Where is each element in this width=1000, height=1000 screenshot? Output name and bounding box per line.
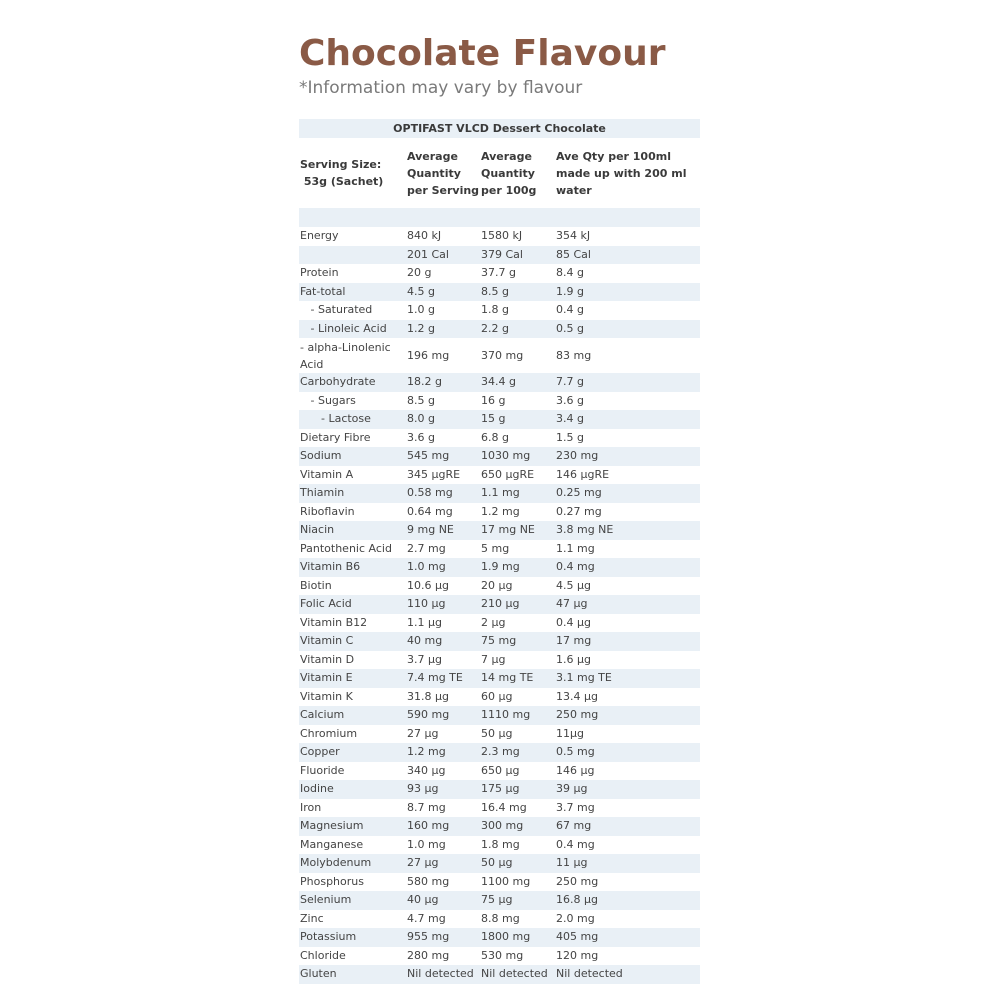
nutrient-name-cell: Riboflavin [299,503,406,522]
nutrient-name-cell: Calcium [299,706,406,725]
per-100ml-cell: 8.4 g [555,264,700,283]
header-per-100ml: Ave Qty per 100ml made up with 200 ml water [555,138,700,208]
table-row [299,595,700,614]
table-caption: OPTIFAST VLCD Dessert Chocolate [299,119,700,138]
per-serving-cell: 31.8 µg [406,688,480,707]
per-serving-cell: 955 mg [406,928,480,947]
per-100ml-cell: 0.4 g [555,301,700,320]
per-100ml-cell: 0.4 mg [555,836,700,855]
per-serving-cell: 8.0 g [406,410,480,429]
nutrient-name-cell: Magnesium [299,817,406,836]
table-row [299,283,700,302]
per-100ml-cell: 3.4 g [555,410,700,429]
per-100g-cell: 5 mg [480,540,555,559]
nutrient-name-cell: Energy [299,227,406,246]
nutrient-name-cell: - Lactose [299,410,406,429]
per-100ml-cell: 0.4 mg [555,558,700,577]
table-row [299,780,700,799]
per-100ml-cell: 1.9 g [555,283,700,302]
table-row [299,614,700,633]
nutrient-name-cell: Manganese [299,836,406,855]
table-row [299,503,700,522]
nutrient-name-cell: - Linoleic Acid [299,320,406,339]
per-serving-cell: 20 g [406,264,480,283]
table-row [299,688,700,707]
per-100ml-cell: 250 mg [555,706,700,725]
nutrition-table [299,119,700,984]
table-row [299,965,700,984]
table-row [299,873,700,892]
per-100g-cell: 300 mg [480,817,555,836]
per-100g-cell: 17 mg NE [480,521,555,540]
nutrient-name-cell: Vitamin B12 [299,614,406,633]
header-serving-size-line2: 53g (Sachet) [300,175,384,188]
header-per-serving: Average Quantity per Serving [406,138,480,208]
table-row [299,466,700,485]
per-100ml-cell: 0.5 mg [555,743,700,762]
per-100g-cell: 2 µg [480,614,555,633]
table-row [299,392,700,411]
per-100g-cell: 14 mg TE [480,669,555,688]
per-100g-cell: 75 µg [480,891,555,910]
per-serving-cell: 545 mg [406,447,480,466]
per-100g-cell: 8.5 g [480,283,555,302]
per-serving-cell: 40 µg [406,891,480,910]
per-serving-cell: 3.6 g [406,429,480,448]
per-100g-cell: 650 µg [480,762,555,781]
table-header-row [299,138,700,208]
table-row [299,928,700,947]
per-100ml-cell: 3.6 g [555,392,700,411]
per-serving-cell: 27 µg [406,725,480,744]
table-row [299,706,700,725]
per-100ml-cell: 0.25 mg [555,484,700,503]
per-serving-cell: 340 µg [406,762,480,781]
table-row [299,854,700,873]
per-100g-cell: 34.4 g [480,373,555,392]
page-title: Chocolate Flavour [299,33,666,74]
per-serving-cell: 1.0 g [406,301,480,320]
per-100g-cell: 50 µg [480,725,555,744]
per-serving-cell: 40 mg [406,632,480,651]
per-serving-cell: 10.6 µg [406,577,480,596]
per-serving-cell: 110 µg [406,595,480,614]
table-row [299,799,700,818]
per-serving-cell: 7.4 mg TE [406,669,480,688]
table-row [299,669,700,688]
table-row [299,891,700,910]
nutrient-name-cell: Iodine [299,780,406,799]
table-row [299,817,700,836]
nutrient-name-cell: Pantothenic Acid [299,540,406,559]
per-serving-cell: 0.58 mg [406,484,480,503]
per-100ml-cell: 47 µg [555,595,700,614]
nutrient-name-cell: - alpha-Linolenic Acid [299,338,406,373]
per-100ml-cell: 7.7 g [555,373,700,392]
table-row [299,651,700,670]
per-100g-cell: 50 µg [480,854,555,873]
table-row [299,410,700,429]
table-row [299,725,700,744]
table-row [299,540,700,559]
per-serving-cell: 1.0 mg [406,558,480,577]
table-row [299,836,700,855]
per-100g-cell: 370 mg [480,338,555,373]
per-serving-cell: 280 mg [406,947,480,966]
per-100g-cell: 1800 mg [480,928,555,947]
per-100g-cell: 75 mg [480,632,555,651]
per-serving-cell: 0.64 mg [406,503,480,522]
nutrient-name-cell: Biotin [299,577,406,596]
per-100g-cell: 1.8 g [480,301,555,320]
nutrient-name-cell: Carbohydrate [299,373,406,392]
per-serving-cell: 4.5 g [406,283,480,302]
per-100ml-cell: 85 Cal [555,246,700,265]
per-serving-cell: 1.1 µg [406,614,480,633]
header-serving-size [299,138,406,208]
per-100g-cell: 1.1 mg [480,484,555,503]
per-100g-cell: 8.8 mg [480,910,555,929]
table-row [299,632,700,651]
per-100ml-cell: 17 mg [555,632,700,651]
per-100ml-cell: 39 µg [555,780,700,799]
per-serving-cell: 18.2 g [406,373,480,392]
per-100ml-cell: 83 mg [555,338,700,373]
table-row [299,373,700,392]
table-row [299,429,700,448]
per-serving-cell: Nil detected [406,965,480,984]
nutrient-name-cell [299,246,406,265]
per-100g-cell: 16.4 mg [480,799,555,818]
nutrient-name-cell: Sodium [299,447,406,466]
per-100g-cell: 2.3 mg [480,743,555,762]
per-100ml-cell: 120 mg [555,947,700,966]
per-100g-cell: 7 µg [480,651,555,670]
nutrient-name-cell: Vitamin C [299,632,406,651]
flavour-disclaimer: *Information may vary by flavour [299,78,583,98]
per-100ml-cell: 0.4 µg [555,614,700,633]
per-serving-cell: 3.7 µg [406,651,480,670]
per-serving-cell: 1.2 g [406,320,480,339]
per-serving-cell: 196 mg [406,338,480,373]
table-row [299,577,700,596]
per-100ml-cell: 0.27 mg [555,503,700,522]
table-caption-row [299,119,700,138]
nutrient-name-cell: Vitamin E [299,669,406,688]
table-spacer-row [299,208,700,227]
per-serving-cell: 345 µgRE [406,466,480,485]
per-100ml-cell: 1.5 g [555,429,700,448]
nutrient-name-cell: Dietary Fibre [299,429,406,448]
per-100g-cell: 210 µg [480,595,555,614]
per-100ml-cell: 3.1 mg TE [555,669,700,688]
per-serving-cell: 840 kJ [406,227,480,246]
per-100g-cell: Nil detected [480,965,555,984]
nutrient-name-cell: Chloride [299,947,406,966]
nutrient-name-cell: Zinc [299,910,406,929]
nutrient-name-cell: Gluten [299,965,406,984]
per-100ml-cell: 11µg [555,725,700,744]
per-100ml-cell: 405 mg [555,928,700,947]
per-100g-cell: 530 mg [480,947,555,966]
per-100g-cell: 1100 mg [480,873,555,892]
per-serving-cell: 93 µg [406,780,480,799]
per-100ml-cell: 1.6 µg [555,651,700,670]
per-100ml-cell: 11 µg [555,854,700,873]
per-100ml-cell: 13.4 µg [555,688,700,707]
table-row [299,947,700,966]
per-100g-cell: 1110 mg [480,706,555,725]
per-100ml-cell: 3.7 mg [555,799,700,818]
per-serving-cell: 8.7 mg [406,799,480,818]
per-serving-cell: 4.7 mg [406,910,480,929]
per-serving-cell: 1.0 mg [406,836,480,855]
nutrient-name-cell: Vitamin K [299,688,406,707]
per-serving-cell: 8.5 g [406,392,480,411]
table-row [299,246,700,265]
nutrient-name-cell: Fat-total [299,283,406,302]
per-serving-cell: 580 mg [406,873,480,892]
per-100ml-cell: 16.8 µg [555,891,700,910]
table-row [299,227,700,246]
per-100ml-cell: 250 mg [555,873,700,892]
per-100g-cell: 20 µg [480,577,555,596]
per-100g-cell: 1.2 mg [480,503,555,522]
per-100ml-cell: 4.5 µg [555,577,700,596]
per-100g-cell: 6.8 g [480,429,555,448]
table-row [299,338,700,373]
per-100ml-cell: 146 µgRE [555,466,700,485]
per-100g-cell: 15 g [480,410,555,429]
table-row [299,743,700,762]
nutrient-name-cell: Folic Acid [299,595,406,614]
per-serving-cell: 160 mg [406,817,480,836]
table-row [299,320,700,339]
per-100g-cell: 1030 mg [480,447,555,466]
nutrient-name-cell: Iron [299,799,406,818]
nutrient-name-cell: Niacin [299,521,406,540]
table-row [299,484,700,503]
per-serving-cell: 201 Cal [406,246,480,265]
table-row [299,447,700,466]
nutrient-name-cell: Vitamin A [299,466,406,485]
per-100ml-cell: 67 mg [555,817,700,836]
per-100g-cell: 2.2 g [480,320,555,339]
nutrient-name-cell: Protein [299,264,406,283]
nutrition-table-body [299,227,700,984]
per-100g-cell: 37.7 g [480,264,555,283]
per-100ml-cell: 3.8 mg NE [555,521,700,540]
per-100ml-cell: 146 µg [555,762,700,781]
table-row [299,264,700,283]
table-row [299,301,700,320]
nutrient-name-cell: Fluoride [299,762,406,781]
per-100g-cell: 650 µgRE [480,466,555,485]
nutrient-name-cell: Thiamin [299,484,406,503]
per-serving-cell: 27 µg [406,854,480,873]
per-100ml-cell: 2.0 mg [555,910,700,929]
nutrient-name-cell: - Sugars [299,392,406,411]
per-100g-cell: 1.9 mg [480,558,555,577]
nutrient-name-cell: - Saturated [299,301,406,320]
nutrient-name-cell: Vitamin D [299,651,406,670]
nutrient-name-cell: Chromium [299,725,406,744]
per-100ml-cell: 1.1 mg [555,540,700,559]
per-serving-cell: 1.2 mg [406,743,480,762]
nutrient-name-cell: Copper [299,743,406,762]
per-100g-cell: 175 µg [480,780,555,799]
per-100ml-cell: 0.5 g [555,320,700,339]
header-per-100g: Average Quantity per 100g [480,138,555,208]
per-serving-cell: 590 mg [406,706,480,725]
per-100ml-cell: Nil detected [555,965,700,984]
per-100g-cell: 16 g [480,392,555,411]
per-serving-cell: 9 mg NE [406,521,480,540]
nutrient-name-cell: Molybdenum [299,854,406,873]
table-row [299,910,700,929]
per-100g-cell: 379 Cal [480,246,555,265]
per-serving-cell: 2.7 mg [406,540,480,559]
per-100g-cell: 1580 kJ [480,227,555,246]
table-row [299,762,700,781]
table-row [299,558,700,577]
table-row [299,521,700,540]
nutrient-name-cell: Selenium [299,891,406,910]
per-100ml-cell: 354 kJ [555,227,700,246]
nutrient-name-cell: Potassium [299,928,406,947]
per-100g-cell: 60 µg [480,688,555,707]
per-100ml-cell: 230 mg [555,447,700,466]
header-serving-size-line1: Serving Size: [300,158,382,171]
per-100g-cell: 1.8 mg [480,836,555,855]
nutrient-name-cell: Phosphorus [299,873,406,892]
nutrient-name-cell: Vitamin B6 [299,558,406,577]
